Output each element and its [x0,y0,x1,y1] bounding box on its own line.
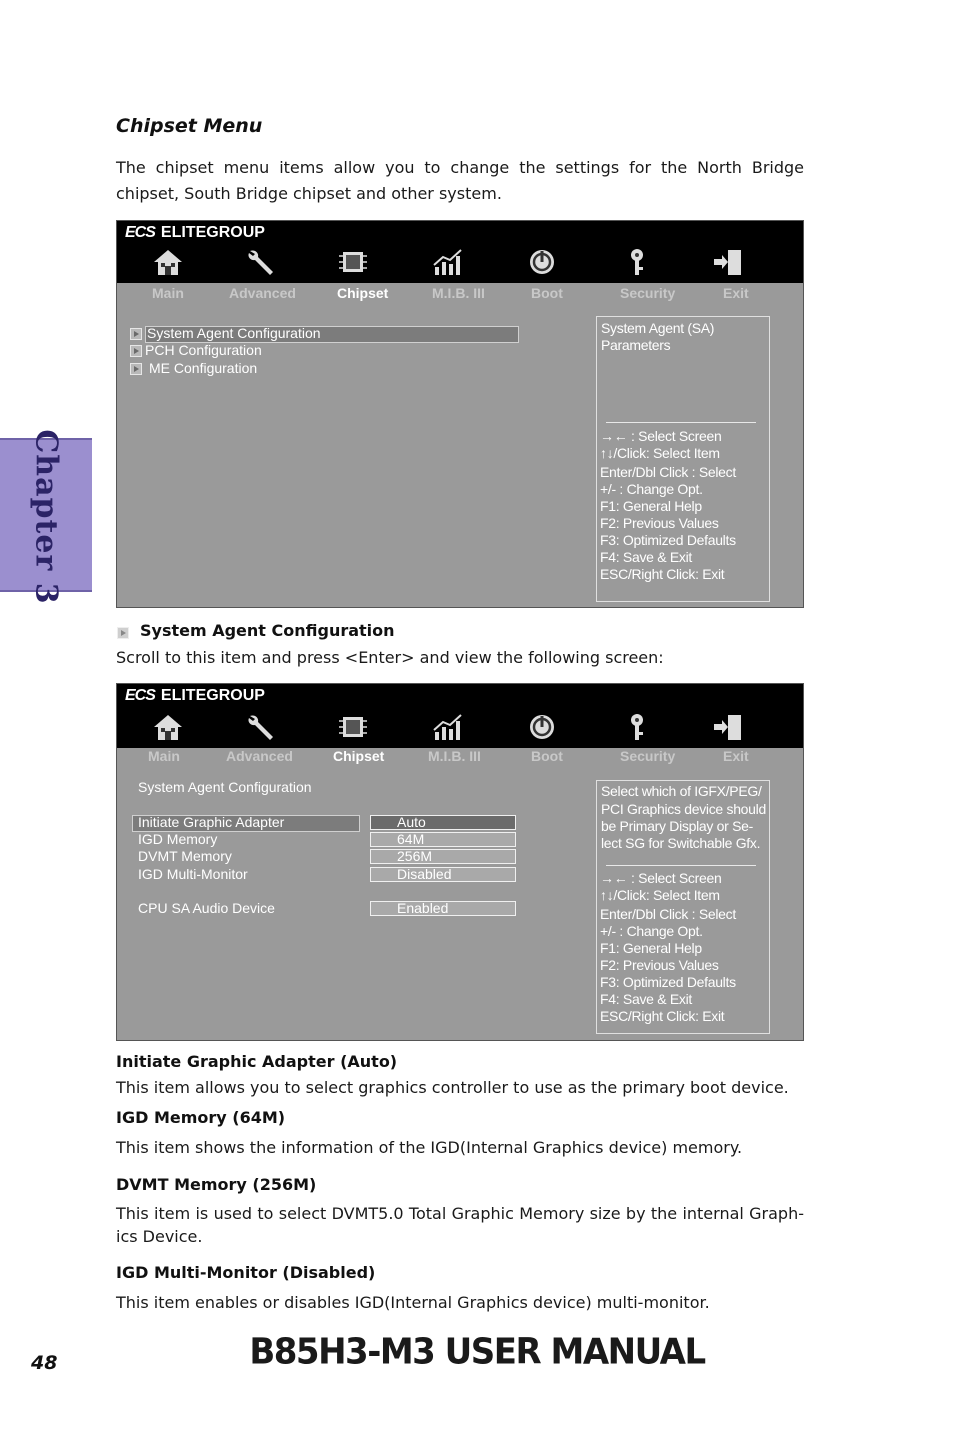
tab-security[interactable]: Security [620,285,676,301]
help-description-line: be Primary Display or Se- [601,818,753,834]
help-description-line: Parameters [601,337,671,353]
option-cpu-sa-audio-device[interactable]: CPU SA Audio Device [138,900,275,916]
desc-text-igd-memory: This item shows the information of the IGD(Internal Graphics device) memory. [116,1138,743,1157]
submenu-arrow-icon [130,345,142,357]
desc-title-initiate-graphic-adapter: Initiate Graphic Adapter (Auto) [116,1052,398,1071]
tab-exit[interactable]: Exit [723,748,749,764]
exit-door-icon[interactable] [711,712,745,742]
power-icon[interactable] [525,712,559,742]
key-help-line: Enter/Dbl Click : Select [600,906,736,922]
key-help-line: F1: General Help [600,940,702,956]
help-panel [596,316,770,602]
desc-title-igd-memory: IGD Memory (64M) [116,1108,286,1127]
key-help-line: F2: Previous Values [600,957,719,973]
submenu-arrow-icon [130,363,142,375]
help-description-line: PCI Graphics device should [601,801,766,817]
tab-mib[interactable]: M.I.B. III [428,748,481,764]
tab-exit[interactable]: Exit [723,285,749,301]
help-description-line: lect SG for Switchable Gfx. [601,835,761,851]
bios-icon-row [117,710,803,746]
key-help-line: ↑↓/Click: Select Item [600,445,720,461]
tab-mib[interactable]: M.I.B. III [432,285,485,301]
bios-screen-system-agent [116,683,804,1041]
submenu-arrow-icon [130,328,142,340]
desc-text-igd-multi-monitor: This item enables or disables IGD(Internal Graphics device) multi-monitor. [116,1293,710,1312]
desc-title-dvmt-memory: DVMT Memory (256M) [116,1175,317,1194]
desc-text-dvmt-memory: This item is used to select DVMT5.0 Total Graphic Memory size by the internal Graph-ics Device. [116,1204,804,1246]
key-icon[interactable] [620,712,654,742]
ecs-logo-mark: ECS [125,224,155,241]
option-initiate-graphic-adapter[interactable]: Initiate Graphic Adapter [138,814,285,830]
value-cpu-sa-audio-device[interactable]: Enabled [370,901,516,916]
key-help-line: ESC/Right Click: Exit [600,566,725,582]
brand-name: ELITEGROUP [160,687,265,704]
option-dvmt-memory[interactable]: DVMT Memory [138,848,232,864]
power-icon[interactable] [525,247,559,277]
key-help-line: F2: Previous Values [600,515,719,531]
bios-header [117,221,803,283]
menu-system-agent-configuration[interactable]: System Agent Configuration [147,325,321,341]
key-help-line: +/- : Change Opt. [600,481,703,497]
help-description-line: Select which of IGFX/PEG/ [601,783,762,799]
home-icon[interactable] [151,712,185,742]
chart-icon[interactable] [431,712,465,742]
subsection-title: System Agent Configuration [140,621,395,640]
key-help-line: →← : Select Screen [600,870,722,886]
section-title: Chipset Menu [116,115,263,137]
help-divider [606,422,756,423]
option-igd-memory[interactable]: IGD Memory [138,831,218,847]
subsection-text: Scroll to this item and press <Enter> and view the following screen: [116,648,664,667]
key-help-line: F3: Optimized Defaults [600,532,736,548]
value-dvmt-memory[interactable]: 256M [370,849,516,864]
key-help-line: ↑↓/Click: Select Item [600,887,720,903]
bios-logo [125,687,265,705]
key-help-line: +/- : Change Opt. [600,923,703,939]
bios-icon-row [117,245,803,281]
submenu-heading: System Agent Configuration [138,779,312,795]
tab-advanced[interactable]: Advanced [226,748,293,764]
section-intro: The chipset menu items allow you to change the settings for the North Bridge chipset, South Bridge chipset and other system. [116,158,804,203]
bullet-arrow-icon [117,627,129,639]
option-igd-multi-monitor[interactable]: IGD Multi-Monitor [138,866,248,882]
menu-pch-configuration[interactable]: PCH Configuration [145,342,262,358]
bios-tabs [117,746,803,770]
key-icon[interactable] [620,247,654,277]
chart-icon[interactable] [431,247,465,277]
desc-text-initiate-graphic-adapter: This item allows you to select graphics controller to use as the primary boot device. [116,1078,789,1097]
exit-door-icon[interactable] [711,247,745,277]
tab-advanced[interactable]: Advanced [229,285,296,301]
value-igd-memory[interactable]: 64M [370,832,516,847]
desc-title-igd-multi-monitor: IGD Multi-Monitor (Disabled) [116,1263,376,1282]
bios-logo [125,224,265,242]
tab-boot[interactable]: Boot [531,285,563,301]
chip-icon[interactable] [336,712,370,742]
bios-tabs [117,283,803,307]
key-help-line: F4: Save & Exit [600,991,692,1007]
home-icon[interactable] [151,247,185,277]
chapter-label: Chapter 3 [28,429,64,605]
value-igd-multi-monitor[interactable]: Disabled [370,867,516,882]
value-initiate-graphic-adapter[interactable]: Auto [370,815,516,830]
ecs-logo-mark: ECS [125,687,155,704]
brand-name: ELITEGROUP [160,224,265,241]
key-help-line: →← : Select Screen [600,428,722,444]
tab-main[interactable]: Main [152,285,184,301]
key-help-line: ESC/Right Click: Exit [600,1008,725,1024]
chip-icon[interactable] [336,247,370,277]
tab-main[interactable]: Main [148,748,180,764]
help-description-line: System Agent (SA) [601,320,715,336]
tab-chipset[interactable]: Chipset [337,285,389,301]
bios-screen-chipset [116,220,804,608]
help-panel [596,780,770,1034]
key-help-line: Enter/Dbl Click : Select [600,464,736,480]
bios-header [117,684,803,748]
help-divider [606,865,756,866]
tab-boot[interactable]: Boot [531,748,563,764]
page-number: 48 [31,1352,58,1374]
tab-security[interactable]: Security [620,748,676,764]
wrench-icon[interactable] [244,712,278,742]
manual-title: B85H3-M3 USER MANUAL [249,1331,705,1373]
key-help-line: F4: Save & Exit [600,549,692,565]
key-help-line: F1: General Help [600,498,702,514]
wrench-icon[interactable] [244,247,278,277]
tab-chipset[interactable]: Chipset [333,748,385,764]
key-help-line: F3: Optimized Defaults [600,974,736,990]
chapter-tab [0,429,92,605]
menu-me-configuration[interactable]: ME Configuration [149,360,258,376]
